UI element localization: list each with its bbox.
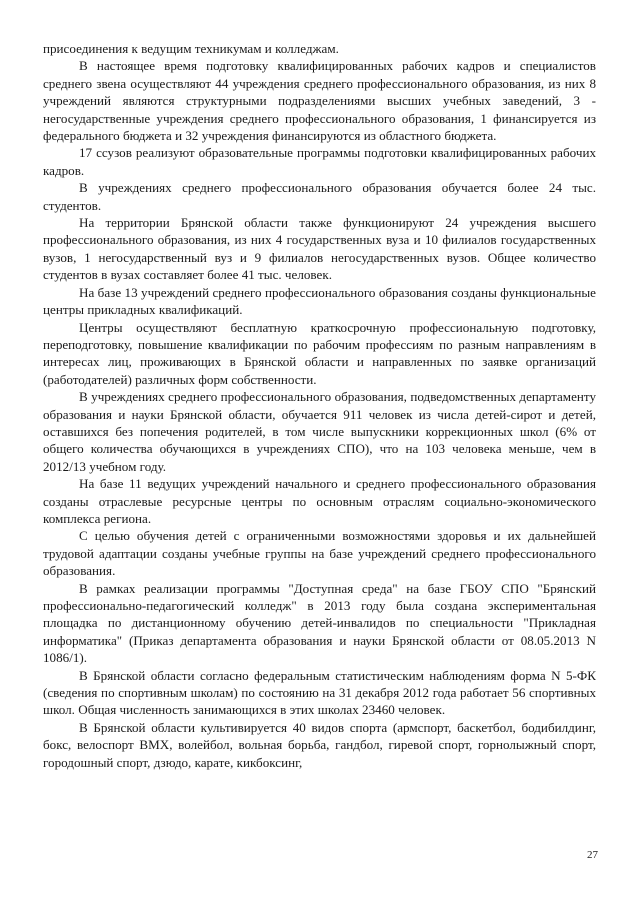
paragraph-qualification-centers: На базе 13 учреждений среднего профессионального образования созданы функциональные центры прикладных квалификаций.: [43, 284, 596, 318]
document-body: [43, 40, 596, 771]
paragraph-continuation: присоединения к ведущим техникумам и колледжам.: [43, 41, 339, 56]
paragraph-spo-students: В учреждениях среднего профессионального образования обучается более 24 тыс. студентов.: [43, 180, 596, 213]
paragraph-centers-training: Центры осуществляют бесплатную краткосрочную профессиональную подготовку, переподготовку, повышение квалификации по рабочим профессиям по разным направлениям в интересах лиц, проживающих в Брянской области и направленных по заявке организаций (работодателей) различных форм собственности.: [43, 319, 596, 387]
paragraph-orphans: В учреждениях среднего профессионального образования, подведомственных департаменту образования и науки Брянской области, обучается 911 человек из числа детей-сирот и детей, оставшихся без попечения родителей, в том числе выпускники коррекционных школ (6% от общего количества обучающихся в учреждениях СПО), что на 103 человека меньше, чем в 2012/13 учебном году.: [43, 389, 596, 474]
paragraph-sport-types: В Брянской области культивируется 40 видов спорта (армспорт, баскетбол, бодибилдинг, бокс, велоспорт ВМХ, волейбол, вольная борьба, гандбол, гиревой спорт, горнолыжный спорт, городошный спорт, дзюдо, карате, кикбоксинг,: [43, 719, 596, 770]
paragraph-disabled-children: С целью обучения детей с ограниченными возможностями здоровья и их дальнейшей трудовой адаптации созданы учебные группы на базе учреждений среднего профессионального образования.: [43, 528, 596, 579]
paragraph-resource-centers: На базе 11 ведущих учреждений начального и среднего профессионального образования созданы отраслевые ресурсные центры по основным отраслям социально-экономического комплекса региона.: [43, 476, 596, 526]
paragraph-sport-schools: В Брянской области согласно федеральным статистическим наблюдениям форма N 5-ФК (сведения по спортивным школам) по состоянию на 31 декабря 2012 года работает 56 спортивных школ. Общая численность занимающихся в этих школах 23460 человек.: [43, 667, 596, 718]
paragraph-spo-institutions: В настоящее время подготовку квалифицированных рабочих кадров и специалистов среднего звена осуществляют 44 учреждения среднего профессионального образования, из них 8 учреждений являются структурными подразделениями высших учебных заведений, 3 - негосударственные учреждения среднего профессионального образования, 1 финансируется из федерального бюджета и 32 учреждения финансируются из областного бюджета.: [43, 58, 596, 144]
paragraph-higher-education: На территории Брянской области также функционируют 24 учреждения высшего профессионального образования, из них 4 государственных вуза и 10 филиалов государственных вузов, 1 негосударственный вуз и 9 филиалов негосударственных вузов. Общее количество студентов в вузах составляет более 41 тыс. человек.: [43, 215, 596, 283]
paragraph-accessible-environment: В рамках реализации программы "Доступная среда" на базе ГБОУ СПО "Брянский профессионально-педагогический колледж" в 2013 году была создана экспериментальная площадка по дистанционному обучению детей-инвалидов по специальности "Прикладная информатика" (Приказ департамента образования и науки Брянской области от 08.05.2013 N 1086/1).: [43, 580, 596, 666]
page-number: 27: [587, 849, 598, 861]
paragraph-ssuz-programs: 17 ссузов реализуют образовательные программы подготовки квалифицированных рабочих кадров.: [43, 145, 596, 178]
